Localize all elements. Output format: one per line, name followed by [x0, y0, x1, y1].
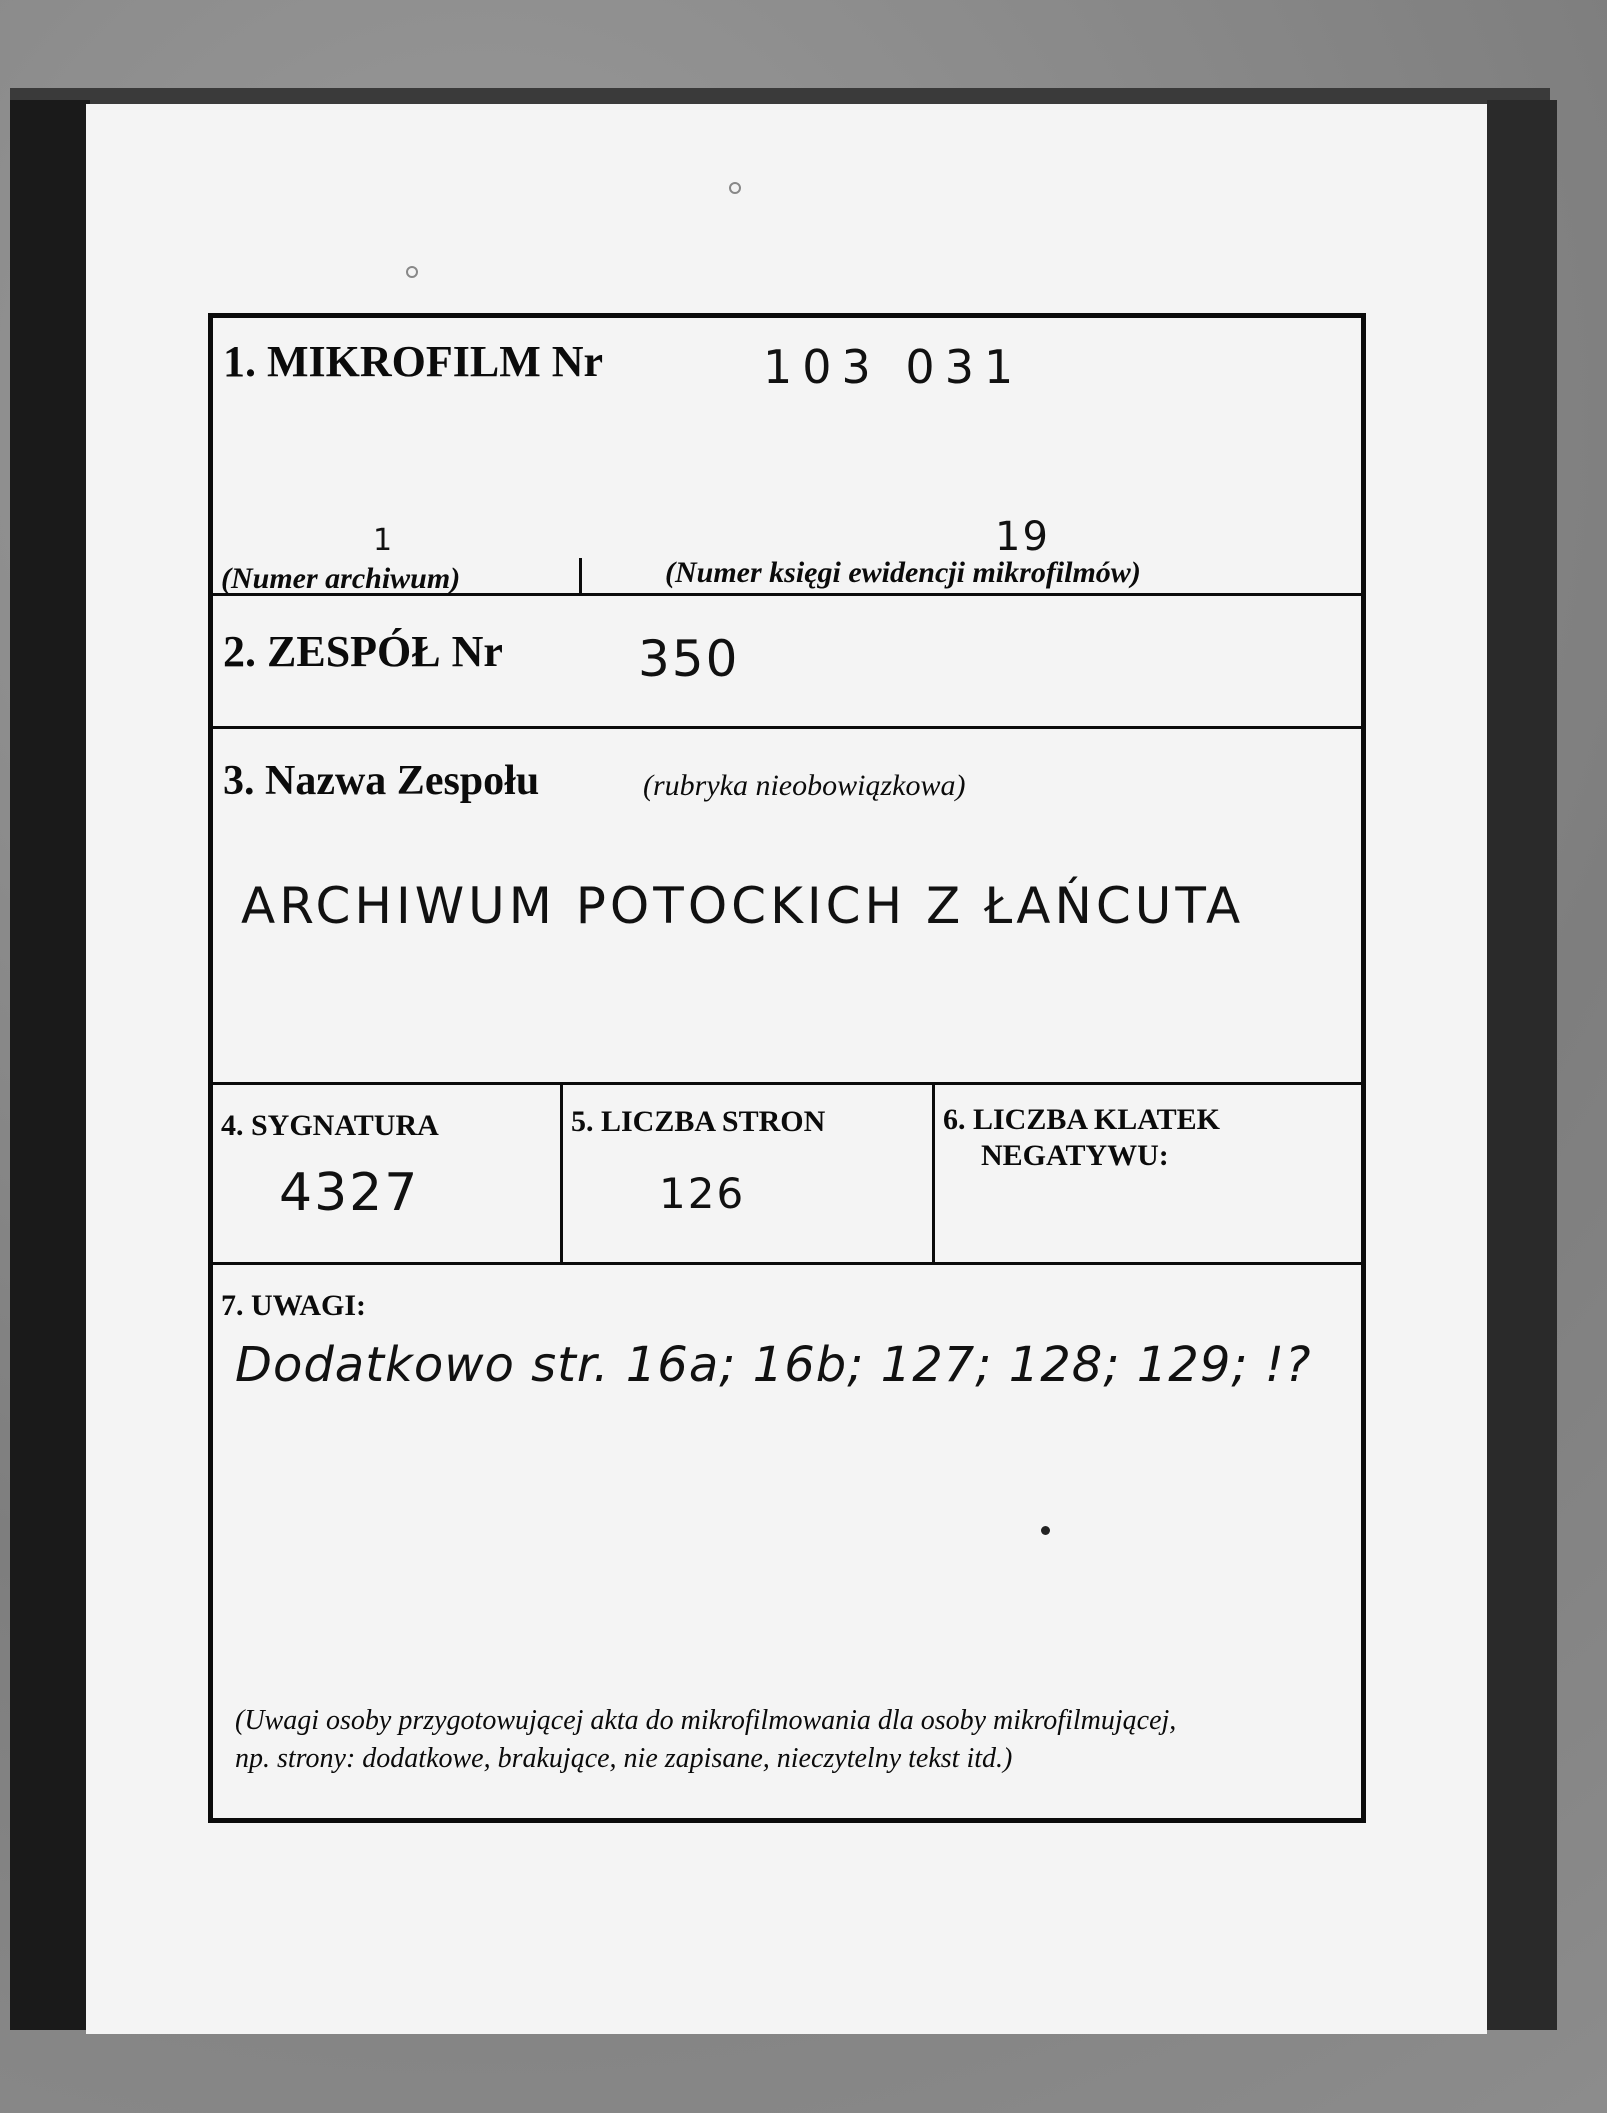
fonds-name-label: 3. Nazwa Zespołu	[223, 758, 540, 804]
section-remarks	[213, 1265, 1361, 1818]
microfilm-form	[208, 313, 1366, 1823]
register-number-label: (Numer księgi ewidencji mikrofilmów)	[665, 556, 1141, 589]
archive-number-value: 1	[373, 523, 395, 558]
negative-frames-label-1: 6. LICZBA KLATEK	[943, 1103, 1221, 1136]
remarks-value: Dodatkowo str. 16a; 16b; 127; 128; 129; !?	[235, 1337, 1312, 1393]
fonds-number-value: 350	[638, 630, 740, 688]
remarks-footnote-line-1: (Uwagi osoby przygotowującej akta do mikrofilmowania dla osoby mikrofilmującej,	[235, 1705, 1177, 1736]
microfilm-number-label: 1. MIKROFILM Nr	[223, 337, 604, 386]
register-number-value: 19	[995, 514, 1050, 560]
signature-cell	[213, 1085, 563, 1262]
archive-divider	[579, 558, 582, 596]
signature-value: 4327	[279, 1163, 420, 1223]
remarks-label: 7. UWAGI:	[221, 1289, 367, 1322]
negative-frames-cell	[935, 1085, 1361, 1262]
section-fonds-name	[213, 729, 1361, 1085]
archive-number-label: (Numer archiwum)	[221, 562, 461, 595]
fonds-number-label: 2. ZESPÓŁ Nr	[223, 627, 503, 676]
fonds-name-value: ARCHIWUM POTOCKICH Z ŁAŃCUTA	[241, 877, 1245, 935]
paper-speck	[406, 266, 418, 278]
section-microfilm-number	[213, 318, 1361, 596]
signature-label: 4. SYGNATURA	[221, 1109, 439, 1142]
negative-frames-label-2: NEGATYWU:	[981, 1139, 1169, 1172]
fonds-name-note: (rubryka nieobowiązkowa)	[643, 769, 966, 802]
paper-speck	[729, 182, 741, 194]
remarks-footnote-line-2: np. strony: dodatkowe, brakujące, nie zapisane, nieczytelny tekst itd.)	[235, 1743, 1013, 1774]
page-count-cell	[563, 1085, 935, 1262]
page-count-label: 5. LICZBA STRON	[571, 1105, 826, 1138]
section-fonds-number	[213, 596, 1361, 729]
section-catalog-details	[213, 1085, 1361, 1265]
page-count-value: 126	[659, 1169, 746, 1218]
scan-shadow-right	[1487, 100, 1557, 2030]
microfilm-number-value: 103 031	[763, 340, 1024, 394]
scan-shadow-left	[10, 100, 90, 2030]
